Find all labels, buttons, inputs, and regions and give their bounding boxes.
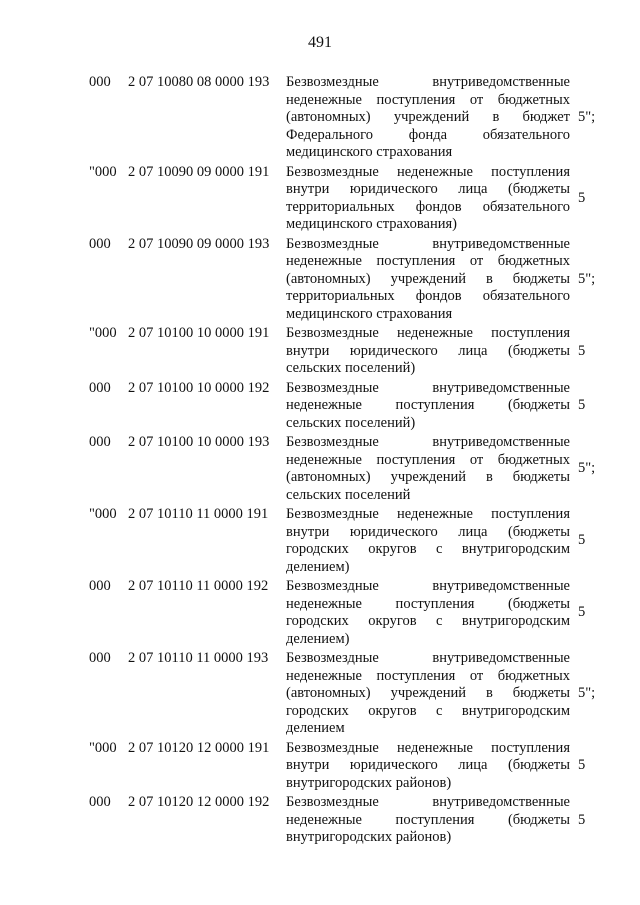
normative-percent: 5 bbox=[578, 532, 586, 549]
description-line: делением) bbox=[286, 558, 350, 575]
budget-classification-code: 2 07 10090 09 0000 193 bbox=[128, 235, 270, 252]
page-number: 491 bbox=[308, 34, 332, 51]
table-row bbox=[0, 740, 640, 793]
normative-percent: 5 bbox=[578, 811, 586, 828]
admin-code: "000 bbox=[89, 325, 117, 341]
description-line: неденежные поступления (бюджеты bbox=[286, 811, 570, 828]
description-line: Безвозмездные внутриведомственные bbox=[286, 379, 570, 396]
description-line: (автономных) учреждений в бюджеты bbox=[286, 685, 570, 701]
description-line: внутригородских районов) bbox=[286, 774, 452, 791]
revenue-description bbox=[286, 74, 570, 162]
description-line: Федерального фонда обязательного bbox=[286, 126, 570, 143]
revenue-description bbox=[286, 650, 570, 738]
description-line: Безвозмездные неденежные поступления bbox=[286, 325, 570, 341]
revenue-description bbox=[286, 380, 570, 433]
normative-percent: 5 bbox=[578, 189, 586, 206]
budget-classification-code: 2 07 10120 12 0000 191 bbox=[128, 739, 270, 756]
description-line: неденежные поступления от бюджетных bbox=[286, 667, 570, 684]
description-line: территориальных фондов обязательного bbox=[286, 198, 570, 215]
revenue-description bbox=[286, 740, 570, 793]
revenue-description bbox=[286, 164, 570, 234]
budget-classification-code: 2 07 10080 08 0000 193 bbox=[128, 74, 270, 90]
revenue-description bbox=[286, 506, 570, 576]
revenue-description bbox=[286, 794, 570, 847]
normative-percent: 5"; bbox=[578, 460, 596, 477]
budget-classification-code: 2 07 10100 10 0000 193 bbox=[128, 434, 270, 450]
revenue-description bbox=[286, 325, 570, 378]
description-line: медицинского страхования bbox=[286, 305, 453, 322]
admin-code: "000 bbox=[89, 739, 117, 756]
admin-code: 000 bbox=[89, 650, 111, 666]
description-line: Безвозмездные внутриведомственные bbox=[286, 794, 570, 810]
admin-code: 000 bbox=[89, 379, 111, 396]
budget-classification-code: 2 07 10100 10 0000 191 bbox=[128, 325, 270, 341]
description-line: Безвозмездные внутриведомственные bbox=[286, 578, 570, 594]
description-line: внутри юридического лица (бюджеты bbox=[286, 342, 570, 359]
table-row bbox=[0, 325, 640, 378]
description-line: внутригородских районов) bbox=[286, 829, 452, 845]
description-line: Безвозмездные внутриведомственные bbox=[286, 434, 570, 450]
table-row bbox=[0, 164, 640, 234]
description-line: Безвозмездные внутриведомственные bbox=[286, 74, 570, 90]
description-line: неденежные поступления от бюджетных bbox=[286, 91, 570, 108]
revenue-description bbox=[286, 236, 570, 324]
admin-code: "000 bbox=[89, 163, 117, 180]
revenue-description bbox=[286, 578, 570, 648]
description-line: городских округов с внутригородским bbox=[286, 541, 570, 557]
description-line: Безвозмездные неденежные поступления bbox=[286, 163, 570, 180]
admin-code: 000 bbox=[89, 235, 111, 252]
normative-percent: 5 bbox=[578, 397, 586, 413]
description-line: городских округов с внутригородским bbox=[286, 613, 570, 629]
budget-classification-code: 2 07 10110 11 0000 193 bbox=[128, 650, 269, 666]
budget-classification-code: 2 07 10090 09 0000 191 bbox=[128, 163, 270, 180]
budget-code-table bbox=[0, 74, 640, 849]
description-line: внутри юридического лица (бюджеты bbox=[286, 181, 570, 197]
description-line: Безвозмездные неденежные поступления bbox=[286, 739, 570, 756]
revenue-description bbox=[286, 434, 570, 504]
budget-classification-code: 2 07 10120 12 0000 192 bbox=[128, 794, 270, 810]
description-line: Безвозмездные внутриведомственные bbox=[286, 650, 570, 666]
admin-code: 000 bbox=[89, 74, 111, 90]
description-line: (автономных) учреждений в бюджеты bbox=[286, 469, 570, 485]
description-line: делением bbox=[286, 720, 345, 736]
description-line: медицинского страхования bbox=[286, 144, 453, 160]
description-line: (автономных) учреждений в бюджеты bbox=[286, 270, 570, 287]
description-line: (автономных) учреждений в бюджет bbox=[286, 109, 570, 125]
admin-code: 000 bbox=[89, 794, 111, 810]
normative-percent: 5"; bbox=[578, 685, 596, 701]
description-line: Безвозмездные неденежные поступления bbox=[286, 506, 570, 522]
table-row bbox=[0, 380, 640, 433]
table-row bbox=[0, 794, 640, 847]
table-row bbox=[0, 578, 640, 648]
description-line: городских округов с внутригородским bbox=[286, 702, 570, 719]
description-line: неденежные поступления от бюджетных bbox=[286, 451, 570, 468]
description-line: делением) bbox=[286, 630, 350, 647]
table-row bbox=[0, 74, 640, 162]
description-line: Безвозмездные внутриведомственные bbox=[286, 235, 570, 252]
normative-percent: 5 bbox=[578, 604, 586, 621]
budget-classification-code: 2 07 10100 10 0000 192 bbox=[128, 379, 270, 396]
description-line: медицинского страхования) bbox=[286, 216, 457, 232]
normative-percent: 5"; bbox=[578, 109, 596, 125]
table-row bbox=[0, 650, 640, 738]
normative-percent: 5 bbox=[578, 342, 586, 359]
normative-percent: 5 bbox=[578, 757, 586, 773]
description-line: сельских поселений) bbox=[286, 414, 416, 431]
description-line: внутри юридического лица (бюджеты bbox=[286, 523, 570, 540]
description-line: неденежные поступления (бюджеты bbox=[286, 595, 570, 612]
budget-classification-code: 2 07 10110 11 0000 192 bbox=[128, 578, 269, 594]
description-line: территориальных фондов обязательного bbox=[286, 288, 570, 304]
description-line: неденежные поступления от бюджетных bbox=[286, 253, 570, 269]
table-row bbox=[0, 506, 640, 576]
table-row bbox=[0, 434, 640, 504]
budget-classification-code: 2 07 10110 11 0000 191 bbox=[128, 506, 269, 522]
normative-percent: 5"; bbox=[578, 270, 596, 287]
description-line: внутри юридического лица (бюджеты bbox=[286, 757, 570, 773]
admin-code: "000 bbox=[89, 506, 117, 522]
admin-code: 000 bbox=[89, 434, 111, 450]
admin-code: 000 bbox=[89, 578, 111, 594]
description-line: неденежные поступления (бюджеты bbox=[286, 397, 570, 413]
description-line: сельских поселений) bbox=[286, 360, 416, 376]
table-row bbox=[0, 236, 640, 324]
description-line: сельских поселений bbox=[286, 486, 411, 503]
